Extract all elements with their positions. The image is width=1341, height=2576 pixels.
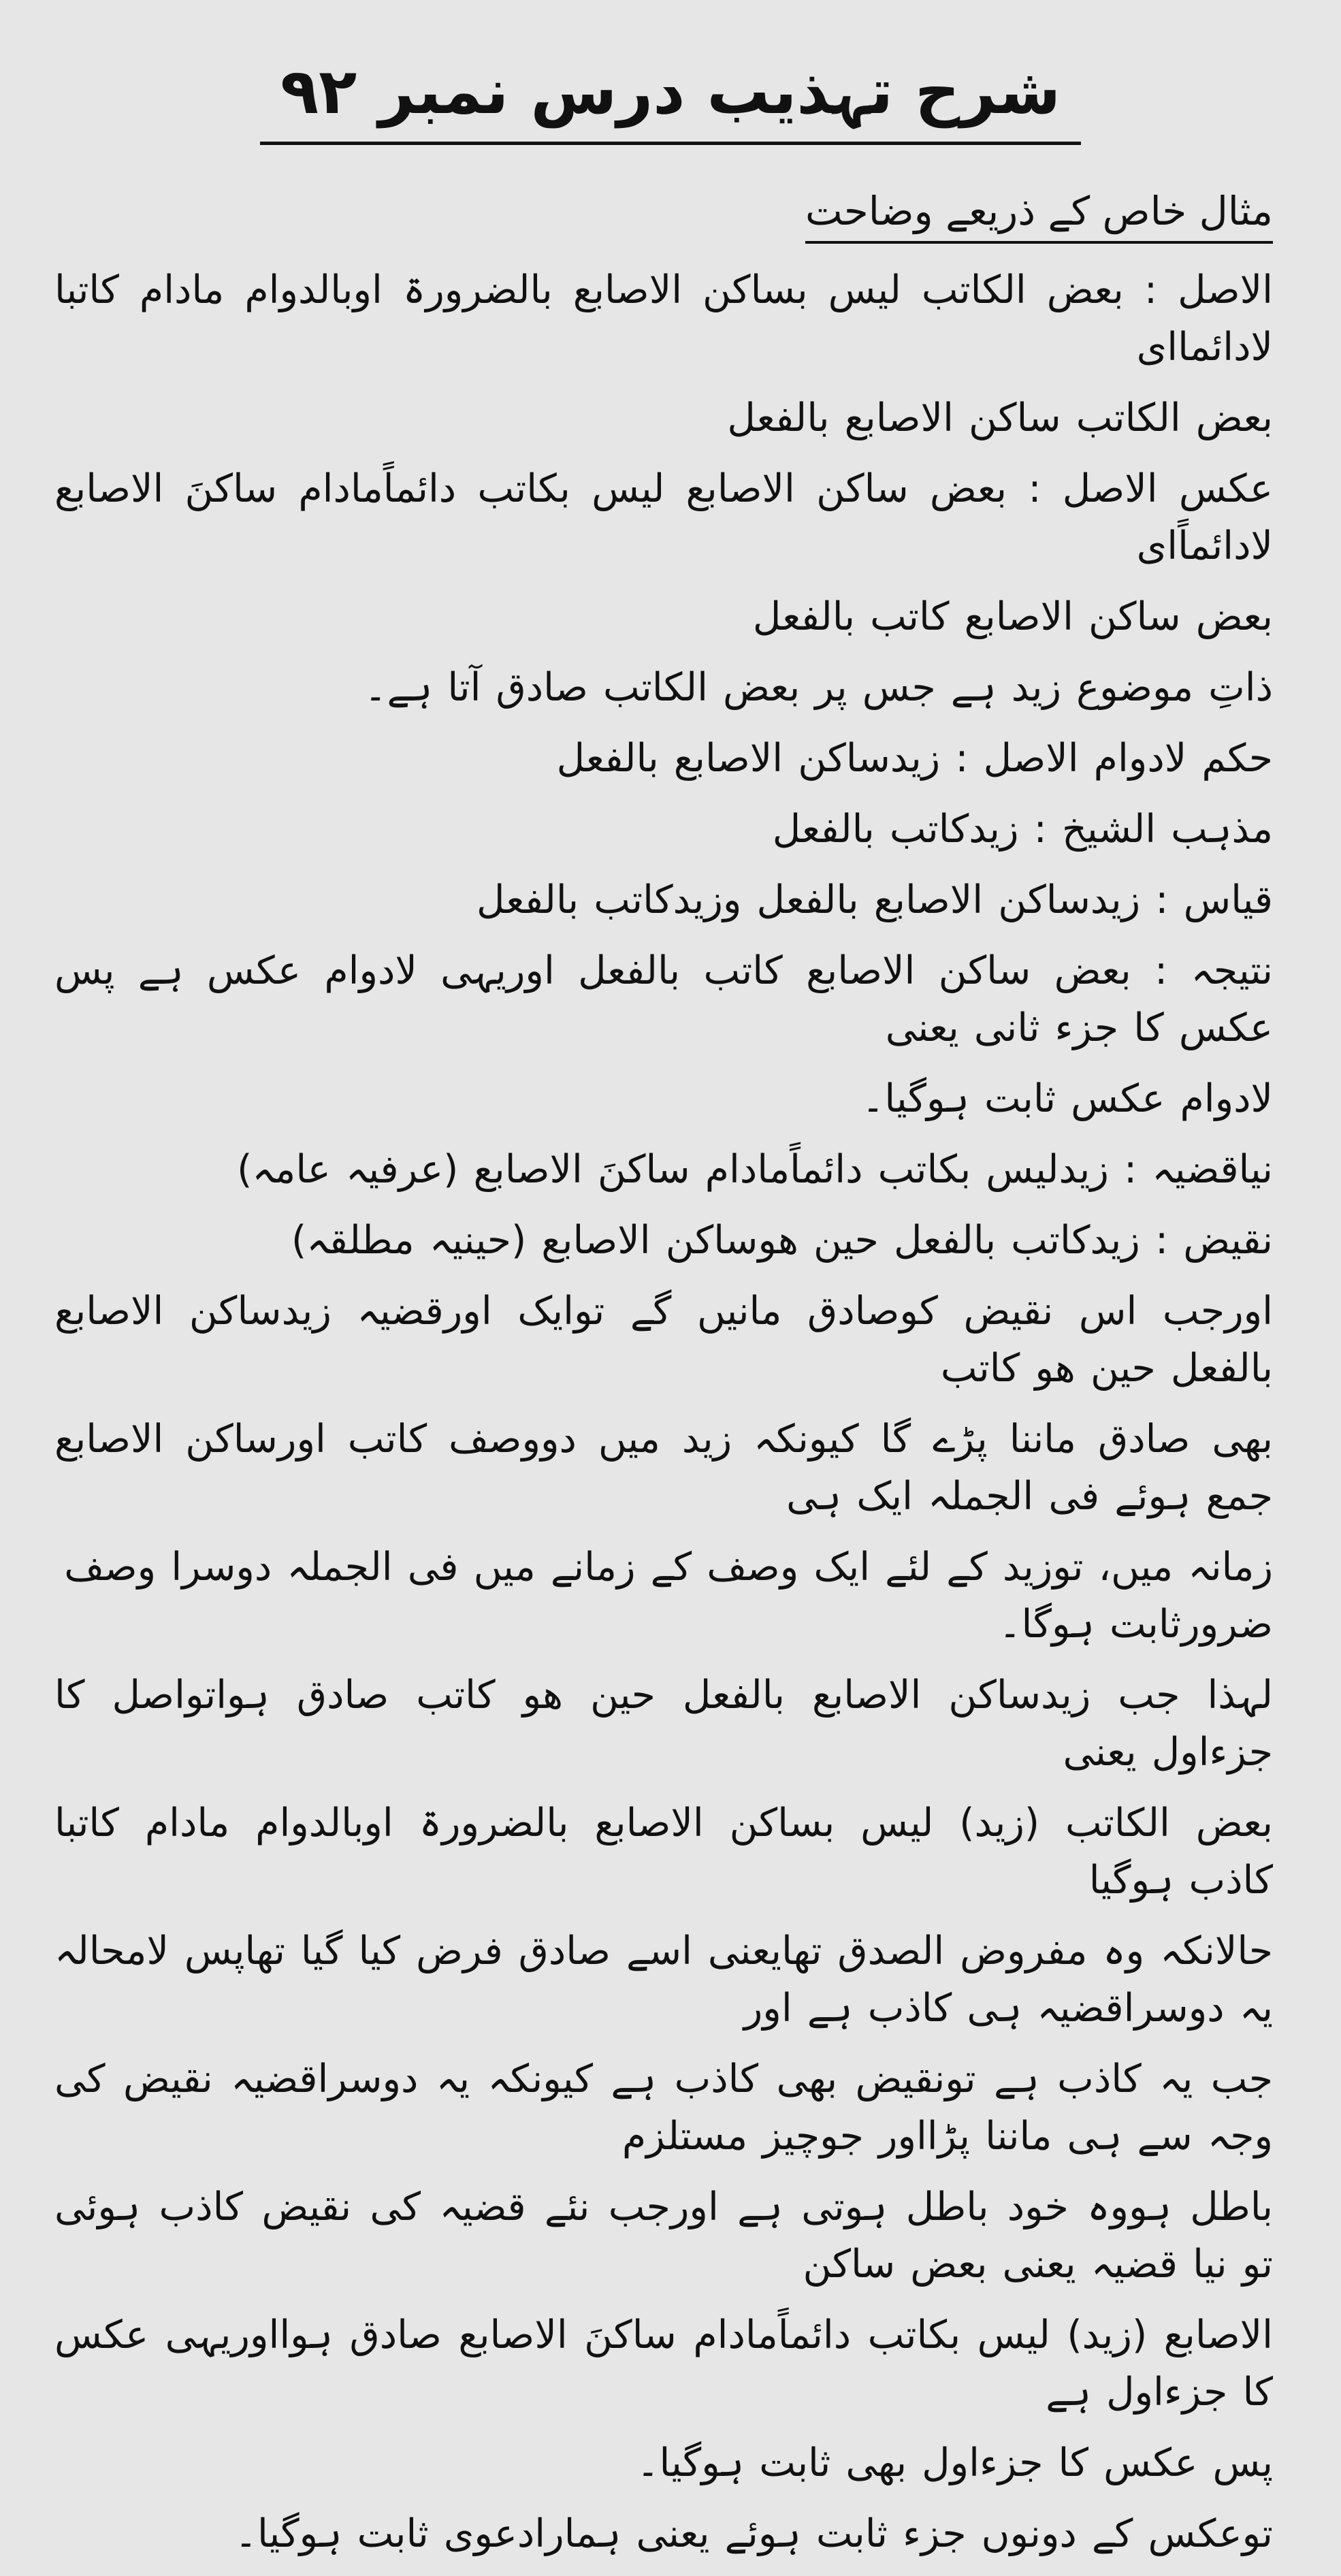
body-paragraph-1-line-2: بھی صادق ماننا پڑے گا کیونکہ زید میں دووصف کاتب اورساکن الاصابع جمع ہوئے فی الجملہ ایک ہی	[54, 1417, 1273, 1519]
aks-asl-line-2: بعض ساکن الاصابع کاتب بالفعل	[752, 594, 1273, 639]
aks-asl-line-1: عکس الاصل : بعض ساکن الاصابع لیس بکاتب دائماًمادام ساکنَ الاصابع لادائماًای	[54, 466, 1273, 568]
lesson-content	[54, 184, 1273, 2576]
body-paragraph-2-line-2: بعض الکاتب (زید) لیس بساکن الاصابع بالضرورۃ اوبالدوام مادام کاتبا کاذب ہوگیا	[54, 1801, 1273, 1903]
title-area	[0, 48, 1341, 145]
zaat-mauzu-line: ذاتِ موضوع زید ہے جس پر بعض الکاتب صادق آتا ہے۔	[364, 665, 1273, 710]
mazhab-shaikh-line: مذہب الشیخ : زیدکاتب بالفعل	[772, 807, 1273, 852]
natija-line-2: لادوام عکس ثابت ہوگیا۔	[861, 1076, 1273, 1121]
naya-qaziya-line: نیاقضیہ : زیدلیس بکاتب دائماًمادام ساکنَ الاصابع (عرفیہ عامہ)	[237, 1147, 1273, 1192]
natija-line-1: نتیجہ : بعض ساکن الاصابع کاتب بالفعل اوریہی لادوام عکس ہے پس عکس کا جزء ثانی یعنی	[54, 948, 1273, 1050]
body-paragraph-2-line-4: جب یہ کاذب ہے تونقیض بھی کاذب ہے کیونکہ یہ دوسراقضیہ نقیض کی وجہ سے ہی ماننا پڑااور جوچیز مستلزم	[54, 2057, 1273, 2159]
conclusion-line: توعکس کے دونوں جزء ثابت ہوئے یعنی ہمارادعوی ثابت ہوگیا۔	[234, 2511, 1273, 2556]
body-paragraph-2-line-6: الاصابع (زید) لیس بکاتب دائماًمادام ساکنَ الاصابع صادق ہوااوریہی عکس کا جزءاول ہے	[54, 2313, 1273, 2415]
body-paragraph-1-line-1: اورجب اس نقیض کوصادق مانیں گے توایک اورقضیہ زیدساکن الاصابع بالفعل حین ھو کاتب	[54, 1289, 1273, 1391]
qiyas-line: قیاس : زیدساکن الاصابع بالفعل وزیدکاتب بالفعل	[476, 878, 1273, 922]
body-paragraph-1-line-3: زمانہ میں، توزید کے لئے ایک وصف کے زمانے میں فی الجملہ دوسرا وصف ضرورثابت ہوگا۔	[64, 1545, 1273, 1647]
section-heading-wrap	[54, 184, 1273, 261]
body-paragraph-2-line-3: حالانکہ وہ مفروض الصدق تھایعنی اسے صادق فرض کیا گیا تھاپس لامحالہ یہ دوسراقضیہ ہی کاذب ہے اور	[54, 1929, 1273, 2031]
body-paragraph-2-line-1: لہذا جب زیدساکن الاصابع بالفعل حین ھو کاتب صادق ہواتواصل کا جزءاول یعنی	[54, 1673, 1273, 1775]
naqeez-line: نقیض : زیدکاتب بالفعل حین ھوساکن الاصابع (حینیہ مطلقہ)	[291, 1218, 1273, 1263]
asl-line-1: الاصل : بعض الکاتب لیس بساکن الاصابع بالضرورۃ اوبالدوام مادام کاتبا لادائماای	[54, 268, 1273, 370]
body-paragraph-2-line-5: باطل ہووہ خود باطل ہوتی ہے اورجب نئے قضیہ کی نقیض کاذب ہوئی تو نیا قضیہ یعنی بعض ساکن	[54, 2185, 1273, 2287]
page-title: شرح تہذیب درس نمبر ۹۲	[260, 48, 1081, 145]
section-heading: مثال خاص کے ذریعے وضاحت	[805, 184, 1273, 244]
body-paragraph-2-line-7: پس عکس کا جزءاول بھی ثابت ہوگیا۔	[636, 2441, 1273, 2485]
hukm-ladawam-line: حکم لادوام الاصل : زیدساکن الاصابع بالفعل	[556, 736, 1273, 781]
asl-line-2: بعض الکاتب ساکن الاصابع بالفعل	[727, 396, 1273, 440]
